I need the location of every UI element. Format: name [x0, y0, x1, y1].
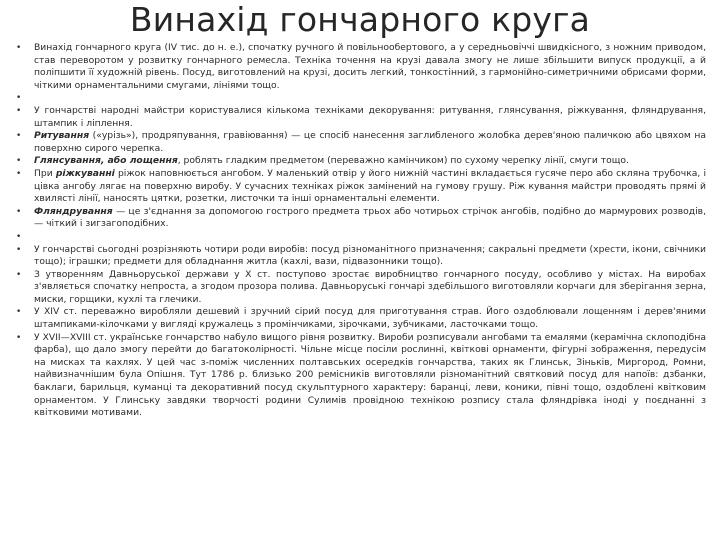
bullet-icon: •	[16, 131, 22, 142]
paragraph-product-kinds: У гончарстві сьогодні розрізняють чотири роди виробів: посуд різноманітного призначення; сакральні предмети (хрести, ікони, свічники тощо); іграшки; предмети для обладнання житла (кахлі, вази, підвазонники тощо).	[34, 243, 706, 268]
list-item	[14, 206, 706, 231]
bullet-icon: •	[16, 206, 22, 217]
list-item	[14, 306, 706, 331]
paragraph-invention: Винахід гончарного круга (IV тис. до н. е.), спочатку ручного й повільнообертового, а у середньовіччі швидкісного, з ножним приводом, став переворотом у розвитку гончарного ремесла. Техніка точення на крузі давала змогу не лише збільшити випуск продукції, а й поліпшити її художній рівень. Посуд, виготовлений на крузі, досить легкий, тонкостінний, з гармонійно-симетричними обрисами форми, чіткими орнаментальними смугами, лініями тощо.	[34, 42, 706, 91]
bullet-icon: •	[16, 231, 22, 242]
paragraph-techniques: У гончарстві народні майстри користувалися кількома техніками декорування: ритування, глянсування, ріжкування, фляндрування, штампик і ліплення.	[34, 104, 706, 129]
list-item	[14, 42, 706, 92]
paragraph-kyivan-rus: З утворенням Давньоруської держави у X ст. поступово зростає виробництво гончарного посуду, особливо у містах. На виробах з'являється спочатку непроста, а згодом прозора полива. Давньоруські гончарі здебільшого виготовляли корчаги для зберігання зерна, миски, горщики, кухлі та глечики.	[34, 268, 706, 305]
list-item-empty	[14, 92, 706, 105]
list-item	[14, 332, 706, 420]
paragraph-rizhkuvannia: При ріжкуванні ріжок наповнюється ангобом. У маленький отвір у його нижній частині вкладається гусяче перо або скляна трубочка, і цівка ангобу лягає на поверхню виробу. У сучасних техніках ріжок замінений на гумову грушу. Ріж кування майстри проводять прямі й хвилясті лінії, наносять цятки, розетки, листочки та інші орнаментальні елементи.	[34, 167, 707, 205]
paragraph-17-18th-century: У XVII—XVIII ст. українське гончарство набуло вищого рівня розвитку. Вироби розписували ангобами та емалями (керамічна склоподібна фарба), що дало змогу перейти до багатоколірності. Чільне місце посіли рослинні, квіткові орнаменти, фігурні зображення, передусім на мисках та кахлях. У цей час з-поміж численних полтавських осередків гончарства, таких як Глинськ, Зіньків, Миргород, Ромни, найвизначнішим була Опішня. Тут 1786 р. близько 200 ремісників виготовляли різноманітний святковий посуд для напоїв: дзбанки, баклаги, барильця, куманці та декоративний посуд скульптурного характеру: баранці, леви, коники, півні тощо, оздоблені квітковим орнаментом. У Глинську завдяки творчості родини Сулимів провідною технікою розпису стала фляндрівка іноді у поєднанні з квітковими мотивами.	[34, 331, 706, 419]
list-item	[14, 155, 706, 168]
list-item	[14, 105, 706, 130]
paragraph-14th-century: У XIV ст. переважно виробляли дешевий і зручний сірий посуд для приготування страв. Його оздоблювали лощенням і дерев'яними штампиками-кілочками у вигляді кружалець з промінчиками, зірочками, зубчиками, ласточками тощо.	[34, 306, 706, 331]
bullet-icon: •	[16, 269, 22, 280]
list-item-empty	[14, 231, 706, 244]
slide-title: Винахід гончарного круга	[129, 0, 591, 39]
list-item	[14, 244, 706, 269]
bullet-list	[14, 42, 706, 420]
term-rytuvannia: Ритування	[34, 130, 90, 142]
bullet-icon: •	[16, 332, 22, 343]
paragraph-fliandruvannia: Фляндрування — це з'єднання за допомогою гострого предмета трьох або чотирьох стрічок ангобів, подібно до мармурових розводів, — чіткий і зигзагоподібних.	[34, 205, 706, 230]
term-fliandruvannia: Фляндрування	[34, 205, 113, 217]
bullet-icon: •	[16, 43, 22, 53]
list-item	[14, 269, 706, 307]
bullet-icon: •	[16, 156, 22, 167]
bullet-icon: •	[16, 307, 22, 318]
bullet-icon: •	[16, 105, 22, 116]
bullet-icon: •	[16, 168, 22, 179]
list-item	[14, 130, 706, 155]
term-hliansuvannia: Глянсування, або лощення	[34, 155, 178, 167]
bullet-icon: •	[16, 244, 22, 255]
paragraph-rytuvannia: Ритування («урізь»), продряпування, гравіювання) — це спосіб нанесення заглибленого жолобка дерев'яною паличкою або цвяхом на поверхню сирого черепка.	[34, 130, 706, 154]
bullet-icon: •	[16, 93, 22, 104]
term-rizhkuvannia: ріжкуванні	[55, 167, 115, 179]
list-item	[14, 168, 706, 206]
paragraph-hliansuvannia: Глянсування, або лощення, роблять гладким предметом (переважно камінчиком) по сухому черепку лінії, смуги тощо.	[34, 155, 629, 167]
